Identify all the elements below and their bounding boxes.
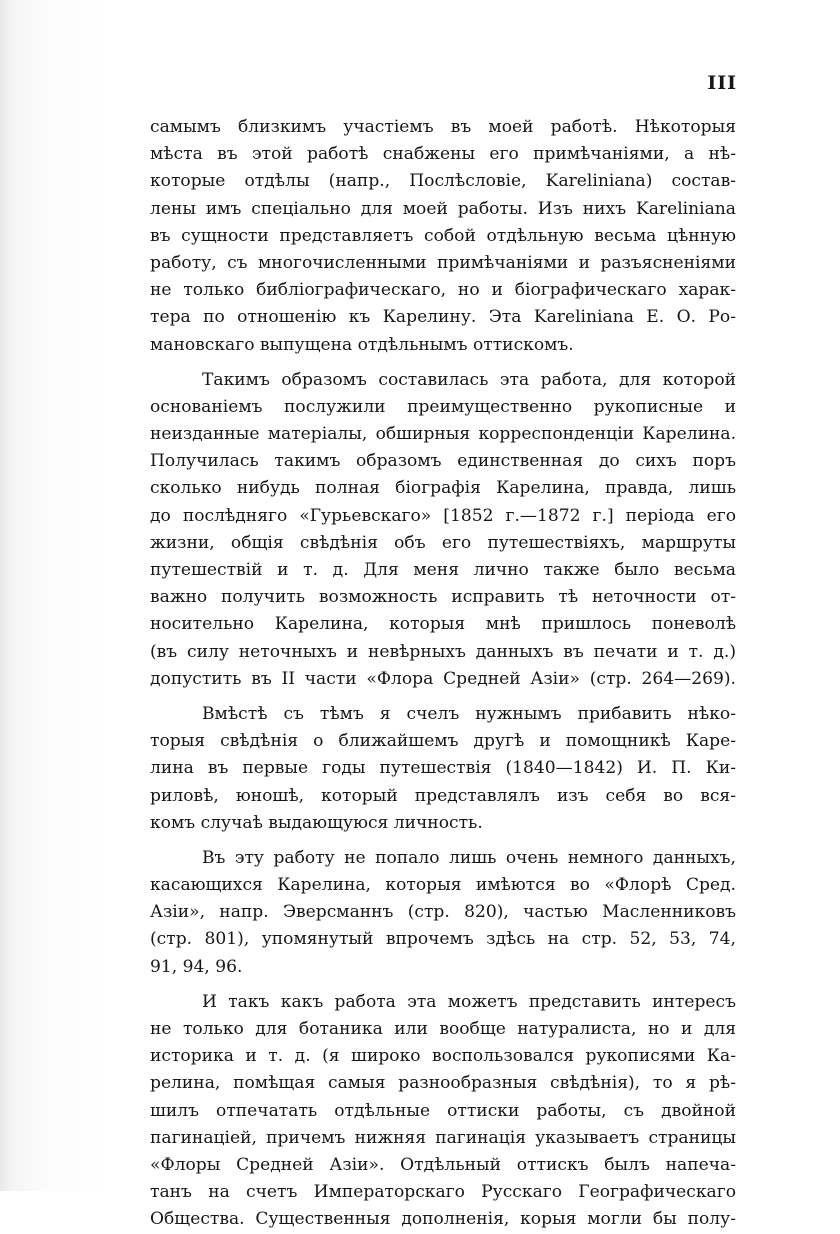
- text-line: допустить въ II части «Флора Средней Азіи» (стр. 264—269).: [150, 668, 736, 689]
- paragraph: [150, 367, 736, 693]
- paragraph-gap: [150, 837, 736, 845]
- text-line: работу, съ многочисленными примѣчаніями и разъясненіями: [150, 252, 736, 273]
- text-line: которые отдѣлы (напр., Послѣсловіе, Kareliniana) состав-: [150, 171, 736, 192]
- text-line: мѣста въ этой работѣ снабжены его примѣчаніями, а нѣ-: [150, 144, 736, 165]
- text-line: Въ эту работу не попало лишь очень немного данныхъ,: [202, 847, 736, 868]
- text-line: Азіи», напр. Эверсманнъ (стр. 820), частью Масленниковъ: [150, 902, 736, 923]
- text-line: лены имъ спеціально для моей работы. Изъ нихъ Kareliniana: [150, 198, 736, 219]
- text-line: жизни, общія свѣдѣнія объ его путешествіяхъ, маршруты: [150, 532, 736, 553]
- text-line: въ сущности представляетъ собой отдѣльную весьма цѣнную: [150, 225, 736, 246]
- text-line: шилъ отпечатать отдѣльные оттиски работы, съ двойной: [150, 1100, 736, 1121]
- text-line: И такъ какъ работа эта можетъ представить интересъ: [202, 991, 736, 1012]
- paragraph-gap: [150, 693, 736, 701]
- text-line: танъ на счетъ Императорскаго Русскаго Географическаго: [150, 1182, 736, 1203]
- page-number: III: [707, 72, 737, 94]
- text-line: риловѣ, юношѣ, который представлялъ изъ себя во вся-: [150, 785, 736, 806]
- paragraph-gap: [150, 359, 736, 367]
- text-line: не только библіографическаго, но и біографическаго харак-: [150, 280, 736, 301]
- text-line: путешествій и т. д. Для меня лично также было весьма: [150, 560, 736, 580]
- text-line: историка и т. д. (я широко воспользовался рукописями Ка-: [150, 1046, 736, 1067]
- paragraph-gap: [150, 981, 736, 989]
- text-line: 91, 94, 96.: [150, 956, 243, 977]
- text-line: релина, помѣщая самыя разнообразныя свѣдѣнія), то я рѣ-: [150, 1073, 736, 1094]
- paragraph: [150, 845, 736, 981]
- text-line: пагинаціей, причемъ нижняя пагинація указываетъ страницы: [150, 1127, 736, 1148]
- text-line: Такимъ образомъ составилась эта работа, для которой: [202, 369, 736, 390]
- paragraph: [150, 989, 736, 1234]
- text-line: не только для ботаника или вообще натуралиста, но и для: [150, 1019, 736, 1039]
- text-line: самымъ близкимъ участіемъ въ моей работѣ. Нѣкоторыя: [150, 117, 736, 137]
- text-line: Получилась такимъ образомъ единственная до сихъ поръ: [150, 451, 736, 472]
- text-line: основаніемъ послужили преимущественно рукописные и: [150, 396, 736, 417]
- text-line: касающихся Карелина, которыя имѣются во «Флорѣ Сред.: [150, 875, 736, 896]
- text-line: торыя свѣдѣнія о ближайшемъ другѣ и помощникѣ Каре-: [150, 731, 736, 752]
- text-line: важно получить возможность исправить тѣ неточности от-: [150, 587, 736, 608]
- text-line: сколько нибудь полная біографія Карелина, правда, лишь: [150, 478, 736, 499]
- text-line: лина въ первые годы путешествія (1840—1842) И. П. Ки-: [150, 758, 736, 779]
- paragraph: [150, 114, 736, 359]
- text-line: комъ случаѣ выдающуюся личность.: [150, 812, 483, 833]
- text-line: до послѣдняго «Гурьевскаго» [1852 г.—1872 г.] періода его: [150, 505, 736, 526]
- paragraph: [150, 701, 736, 837]
- text-line: «Флоры Средней Азіи». Отдѣльный оттискъ былъ напеча-: [150, 1154, 736, 1175]
- text-line: неизданные матеріалы, обширныя корреспонденціи Карелина.: [150, 424, 736, 445]
- body-text: [150, 114, 736, 1234]
- text-line: тера по отношенію къ Карелину. Эта Kareliniana Е. О. Ро-: [150, 307, 736, 328]
- text-line: (въ силу неточныхъ и невѣрныхъ данныхъ въ печати и т. д.): [150, 641, 736, 662]
- text-line: Общества. Существенныя дополненія, корыя могли бы полу-: [150, 1209, 736, 1230]
- text-line: носительно Карелина, которыя мнѣ пришлось поневолѣ: [150, 614, 736, 635]
- text-line: (стр. 801), упомянутый впрочемъ здѣсь на стр. 52, 53, 74,: [150, 929, 736, 950]
- text-line: Вмѣстѣ съ тѣмъ я счелъ нужнымъ прибавить нѣко-: [202, 703, 736, 724]
- text-line: мановскаго выпущена отдѣльнымъ оттискомъ.: [150, 334, 574, 355]
